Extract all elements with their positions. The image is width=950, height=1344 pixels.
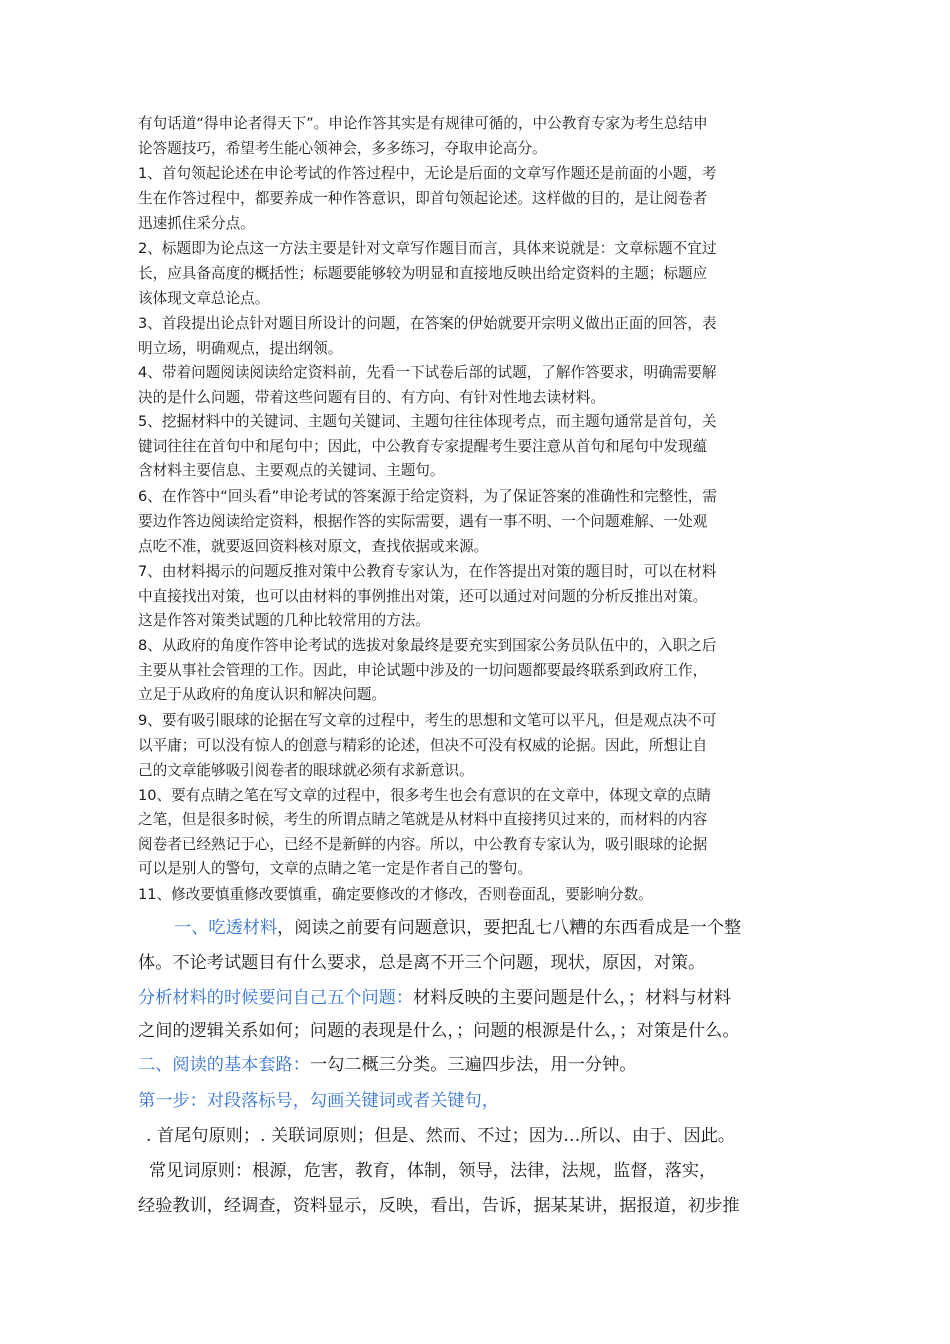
section-2-heading: 二、阅读的基本套路： (138, 1055, 310, 1075)
tip-10-line-3: 阅卷者已经熟记于心，已经不是新鲜的内容。所以，中公教育专家认为，吸引眼球的论据 (138, 836, 708, 853)
tip-9-line-2: 以平庸；可以没有惊人的创意与精彩的论述，但决不可没有权威的论据。因此，所想让自 (138, 737, 708, 754)
tip-7-line-3: 这是作答对策类试题的几种比较常用的方法。 (138, 612, 430, 629)
tip-4-line-2: 决的是什么问题，带着这些问题有目的、有方向、有针对性地去读材料。 (138, 389, 606, 406)
tip-1-line-2: 生在作答过程中，都要养成一种作答意识，即首句领起论述。这样做的目的，是让阅卷者 (138, 190, 708, 207)
tip-5-line-2: 键词往往在首句中和尾句中；因此，中公教育专家提醒考生要注意从首句和尾句中发现蕴 (138, 438, 708, 455)
tip-1-line-1: 1、首句领起论述在申论考试的作答过程中，无论是后面的文章写作题还是前面的小题，考 (138, 165, 717, 182)
tip-3-line-1: 3、首段提出论点针对题目所设计的问题，在答案的伊始就要开宗明义做出正面的回答，表 (138, 315, 717, 332)
tip-2-line-3: 该体现文章总论点。 (138, 290, 270, 307)
tip-10-line-2: 之笔，但是很多时候，考生的所谓点睛之笔就是从材料中直接拷贝过来的，而材料的内容 (138, 811, 708, 828)
section-1-questions-line-2: 之间的逻辑关系如何；问题的表现是什么，；问题的根源是什么，；对策是什么。 (138, 1021, 740, 1041)
tip-11-line-1: 11、修改要慎重修改要慎重，确定要修改的才修改，否则卷面乱，要影响分数。 (138, 886, 653, 903)
tip-5-line-1: 5、挖掘材料中的关键词、主题句关键词、主题句往往体现考点，而主题句通常是首句，关 (138, 413, 717, 430)
section-1-line-2: 体。不论考试题目有什么要求，总是离不开三个问题，现状，原因，对策。 (138, 953, 706, 973)
section-2-heading-line (138, 1052, 636, 1078)
rule-line-1: . 首尾句原则；. 关联词原则；但是、然而、不过；因为…所以、由于、因此。 (146, 1126, 736, 1146)
tip-3-line-2: 明立场，明确观点，提出纲领。 (138, 340, 343, 357)
five-questions-text: 材料反映的主要问题是什么，；材料与材料 (413, 988, 731, 1008)
section-1-heading: 一、吃透材料 (174, 918, 278, 938)
section-1-line-1 (174, 915, 741, 941)
tip-2-line-2: 长，应具备高度的概括性；标题要能够较为明显和直接地反映出给定资料的主题；标题应 (138, 265, 708, 282)
tip-8-line-3: 立足于从政府的角度认识和解决问题。 (138, 686, 387, 703)
tip-5-line-3: 含材料主要信息、主要观点的关键词、主题句。 (138, 462, 445, 479)
intro-line-2: 论答题技巧，希望考生能心领神会，多多练习，夺取申论高分。 (138, 140, 547, 157)
tip-2-line-1: 2、标题即为论点这一方法主要是针对文章写作题目而言，具体来说就是：文章标题不宜过 (138, 240, 717, 257)
tip-7-line-2: 中直接找出对策，也可以由材料的事例推出对策，还可以通过对问题的分析反推出对策。 (138, 588, 708, 605)
tip-6-line-1: 6、在作答中“回头看”申论考试的答案源于给定资料，为了保证答案的准确性和完整性，需 (138, 488, 717, 505)
section-2-heading-text: 一勾二概三分类。三遍四步法，用一分钟。 (309, 1055, 637, 1075)
tip-10-line-4: 可以是别人的警句，文章的点睛之笔一定是作者自己的警句。 (138, 860, 533, 877)
tip-1-line-3: 迅速抓住采分点。 (138, 215, 255, 232)
intro-line-1: 有句话道“得申论者得天下”。申论作答其实是有规律可循的，中公教育专家为考生总结申 (138, 115, 708, 132)
tip-9-line-1: 9、要有吸引眼球的论据在写文章的过程中，考生的思想和文笔可以平凡，但是观点决不可 (138, 712, 717, 729)
tip-6-line-3: 点吃不准，就要返回资料核对原文，查找依据或来源。 (138, 538, 489, 555)
five-questions-label: 分析材料的时候要问自己五个问题： (138, 988, 414, 1008)
tip-8-line-2: 主要从事社会管理的工作。因此，申论试题中涉及的一切问题都要最终联系到政府工作， (138, 662, 708, 679)
section-1-questions-line-1 (138, 985, 731, 1011)
step-1-line: 第一步：对段落标号，勾画关键词或者关键句， (138, 1091, 499, 1111)
rule-line-3: 经验教训，经调查，资料显示，反映，看出，告诉，据某某讲，据报道，初步推 (138, 1196, 740, 1216)
tip-4-line-1: 4、带着问题阅读阅读给定资料前，先看一下试卷后部的试题，了解作答要求，明确需要解 (138, 364, 717, 381)
tip-10-line-1: 10、要有点睛之笔在写文章的过程中，很多考生也会有意识的在文章中，体现文章的点睛 (138, 787, 712, 804)
tip-9-line-3: 己的文章能够吸引阅卷者的眼球就必须有求新意识。 (138, 762, 474, 779)
tip-8-line-1: 8、从政府的角度作答申论考试的选拔对象最终是要充实到国家公务员队伍中的，入职之后 (138, 637, 717, 654)
tip-7-line-1: 7、由材料揭示的问题反推对策中公教育专家认为，在作答提出对策的题目时，可以在材料 (138, 563, 717, 580)
rule-line-2: 常见词原则：根源，危害，教育，体制，领导，法律，法规，监督，落实， (149, 1161, 717, 1181)
section-1-line-1-text: ，阅读之前要有问题意识，要把乱七八糟的东西看成是一个整 (277, 918, 742, 938)
tip-6-line-2: 要边作答边阅读给定资料，根据作答的实际需要，遇有一事不明、一个问题难解、一处观 (138, 513, 708, 530)
